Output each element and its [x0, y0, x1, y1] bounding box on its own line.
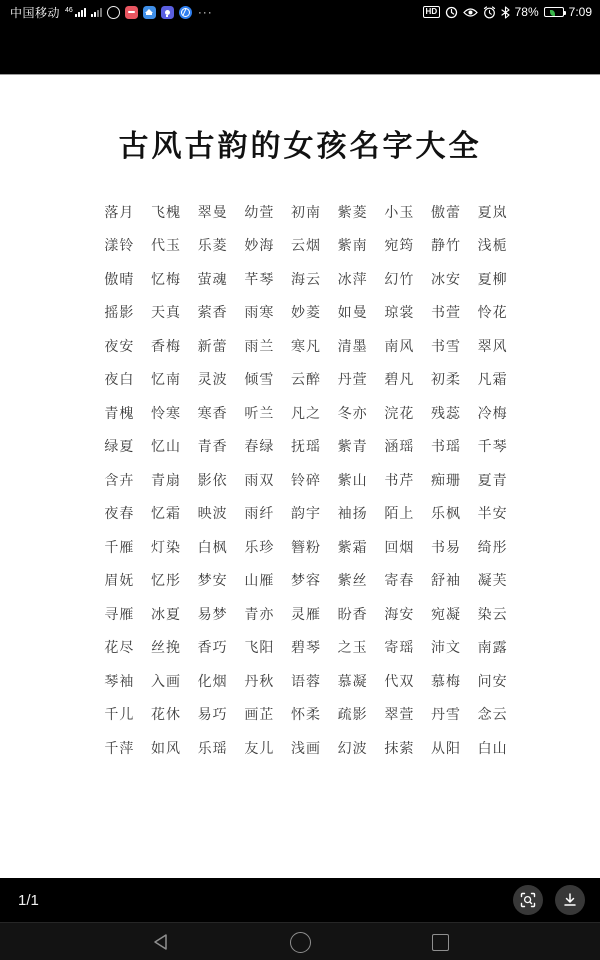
name-cell: 入画: [150, 673, 181, 690]
name-cell: 碧凡: [384, 372, 415, 389]
name-cell: 紫山: [337, 472, 368, 489]
name-cell: 慕梅: [430, 673, 461, 690]
name-cell: 幼萱: [244, 204, 275, 221]
status-bar-left: [10, 4, 213, 21]
hd-badge: HD: [423, 6, 440, 18]
name-cell: 翠曼: [197, 204, 228, 221]
name-cell: 寒凡: [290, 338, 321, 355]
name-cell: 听兰: [244, 405, 275, 422]
name-cell: 代双: [384, 673, 415, 690]
name-cell: 南露: [477, 640, 508, 657]
name-cell: 易巧: [197, 707, 228, 724]
name-cell: 语蓉: [290, 673, 321, 690]
name-cell: 海安: [384, 606, 415, 623]
status-bar-right: [423, 5, 592, 19]
browser-app-icon: [179, 6, 192, 19]
name-cell: 翠风: [477, 338, 508, 355]
name-cell: 丹秋: [244, 673, 275, 690]
name-cell: 友儿: [244, 740, 275, 757]
name-cell: 青亦: [244, 606, 275, 623]
name-cell: 紫菱: [337, 204, 368, 221]
name-cell: 夜安: [104, 338, 135, 355]
download-button[interactable]: [555, 885, 585, 915]
name-cell: 宛凝: [430, 606, 461, 623]
eye-protection-icon: [463, 7, 478, 18]
battery-icon: [544, 7, 564, 17]
name-cell: 萤魂: [197, 271, 228, 288]
name-cell: 青香: [197, 439, 228, 456]
name-cell: 如曼: [337, 305, 368, 322]
name-cell: 之玉: [337, 640, 368, 657]
name-cell: 乐珍: [244, 539, 275, 556]
name-cell: 冰萍: [337, 271, 368, 288]
name-cell: 易梦: [197, 606, 228, 623]
name-cell: 疏影: [337, 707, 368, 724]
name-cell: 寄瑶: [384, 640, 415, 657]
name-cell: 乐枫: [430, 506, 461, 523]
name-cell: 韵宇: [290, 506, 321, 523]
extract-text-button[interactable]: [513, 885, 543, 915]
name-cell: 冰夏: [150, 606, 181, 623]
name-cell: 雨双: [244, 472, 275, 489]
name-cell: 沛文: [430, 640, 461, 657]
name-cell: 花休: [150, 707, 181, 724]
name-cell: 碧琴: [290, 640, 321, 657]
name-cell: 袖扬: [337, 506, 368, 523]
bulb-app-icon: [161, 6, 174, 19]
name-cell: 夏柳: [477, 271, 508, 288]
bluetooth-icon: [501, 6, 510, 19]
name-cell: 妙菱: [290, 305, 321, 322]
name-cell: 梦容: [290, 573, 321, 590]
name-cell: 紫霜: [337, 539, 368, 556]
name-cell: 浣花: [384, 405, 415, 422]
nav-back-button[interactable]: [140, 923, 180, 960]
name-cell: 书萱: [430, 305, 461, 322]
education-app-icon: [143, 6, 156, 19]
name-cell: 从阳: [430, 740, 461, 757]
name-cell: 傲晴: [104, 271, 135, 288]
viewer-toolbar: [0, 878, 600, 922]
name-cell: 青槐: [104, 405, 135, 422]
name-cell: 眉妩: [104, 573, 135, 590]
name-cell: 乐瑶: [197, 740, 228, 757]
name-cell: 千萍: [104, 740, 135, 757]
name-cell: 清墨: [337, 338, 368, 355]
screen-time-icon: [445, 6, 458, 19]
name-cell: 花尽: [104, 640, 135, 657]
name-cell: 舒袖: [430, 573, 461, 590]
network-type-badge: 46: [65, 6, 73, 14]
name-cell: 夏岚: [477, 204, 508, 221]
name-cell: 初柔: [430, 372, 461, 389]
name-cell: 香梅: [150, 338, 181, 355]
name-cell: 冰安: [430, 271, 461, 288]
page-indicator: 1/1: [18, 891, 39, 909]
name-cell: 问安: [477, 673, 508, 690]
name-cell: 海云: [290, 271, 321, 288]
name-cell: 忆山: [150, 439, 181, 456]
name-cell: 灵波: [197, 372, 228, 389]
name-cell: 紫丝: [337, 573, 368, 590]
name-cell: 萦香: [197, 305, 228, 322]
sync-ring-icon: [107, 6, 120, 19]
name-cell: 宛筠: [384, 238, 415, 255]
name-cell: 天真: [150, 305, 181, 322]
name-cell: 忆霜: [150, 506, 181, 523]
name-cell: 白枫: [197, 539, 228, 556]
name-cell: 含卉: [104, 472, 135, 489]
name-cell: 乐菱: [197, 238, 228, 255]
home-circle-icon: [290, 932, 311, 953]
download-icon: [562, 892, 578, 908]
name-cell: 云烟: [290, 238, 321, 255]
name-cell: 书瑶: [430, 439, 461, 456]
name-cell: 青扇: [150, 472, 181, 489]
name-cell: 影依: [197, 472, 228, 489]
nav-home-button[interactable]: [280, 923, 320, 960]
name-cell: 抚瑶: [290, 439, 321, 456]
name-cell: 书芹: [384, 472, 415, 489]
name-cell: 映波: [197, 506, 228, 523]
clock-label: 7:09: [568, 5, 592, 19]
name-cell: 傲蕾: [430, 204, 461, 221]
name-cell: 春绿: [244, 439, 275, 456]
scan-ocr-icon: [520, 892, 536, 908]
name-cell: 冷梅: [477, 405, 508, 422]
signal-bars-icon-1: [75, 7, 86, 17]
name-cell: 念云: [477, 707, 508, 724]
name-cell: 梦安: [197, 573, 228, 590]
name-cell: 残蕊: [430, 405, 461, 422]
name-cell: 陌上: [384, 506, 415, 523]
name-cell: 静竹: [430, 238, 461, 255]
name-cell: 云醉: [290, 372, 321, 389]
name-cell: 飞阳: [244, 640, 275, 657]
name-cell: 雨纤: [244, 506, 275, 523]
name-cell: 千琴: [477, 439, 508, 456]
name-cell: 飞槐: [150, 204, 181, 221]
name-cell: 忆南: [150, 372, 181, 389]
name-cell: 幻波: [337, 740, 368, 757]
name-cell: 摇影: [104, 305, 135, 322]
name-cell: 化烟: [197, 673, 228, 690]
document-title: 古风古韵的女孩名字大全: [118, 129, 482, 164]
signal-bars-icon-2: [91, 7, 102, 17]
name-cell: 书易: [430, 539, 461, 556]
name-cell: 琴袖: [104, 673, 135, 690]
name-cell: 回烟: [384, 539, 415, 556]
name-cell: 盼香: [337, 606, 368, 623]
nav-recents-button[interactable]: [420, 923, 460, 960]
name-cell: 浅栀: [477, 238, 508, 255]
name-cell: 半安: [477, 506, 508, 523]
name-cell: 丹萱: [337, 372, 368, 389]
name-cell: 灵雁: [290, 606, 321, 623]
name-cell: 怀柔: [290, 707, 321, 724]
name-cell: 抹萦: [384, 740, 415, 757]
name-cell: 凡之: [290, 405, 321, 422]
document-page[interactable]: [0, 74, 600, 878]
name-cell: 如风: [150, 740, 181, 757]
name-cell: 夜白: [104, 372, 135, 389]
name-cell: 书雪: [430, 338, 461, 355]
name-cell: 代玉: [150, 238, 181, 255]
name-cell: 幻竹: [384, 271, 415, 288]
status-bar: [0, 0, 600, 24]
carrier-label: 中国移动: [10, 5, 61, 20]
name-cell: 小玉: [384, 204, 415, 221]
name-cell: 忆彤: [150, 573, 181, 590]
name-cell: 簪粉: [290, 539, 321, 556]
name-cell: 翠萱: [384, 707, 415, 724]
names-grid: [96, 195, 516, 765]
name-cell: 夏青: [477, 472, 508, 489]
name-cell: 铃碎: [290, 472, 321, 489]
name-cell: 白山: [477, 740, 508, 757]
name-cell: 绿夏: [104, 439, 135, 456]
name-cell: 夜春: [104, 506, 135, 523]
name-cell: 寒香: [197, 405, 228, 422]
name-cell: 初南: [290, 204, 321, 221]
name-cell: 怜寒: [150, 405, 181, 422]
name-cell: 紫南: [337, 238, 368, 255]
name-cell: 丝挽: [150, 640, 181, 657]
more-notifications-icon: ···: [197, 5, 213, 19]
name-cell: 倾雪: [244, 372, 275, 389]
name-cell: 新蕾: [197, 338, 228, 355]
name-cell: 凝芙: [477, 573, 508, 590]
name-cell: 绮彤: [477, 539, 508, 556]
battery-percent-label: 78%: [514, 5, 539, 19]
name-cell: 千雁: [104, 539, 135, 556]
back-triangle-icon: [152, 933, 168, 951]
name-cell: 山雁: [244, 573, 275, 590]
name-cell: 琼裳: [384, 305, 415, 322]
name-cell: 画芷: [244, 707, 275, 724]
name-cell: 漾铃: [104, 238, 135, 255]
name-cell: 染云: [477, 606, 508, 623]
name-cell: 冬亦: [337, 405, 368, 422]
name-cell: 寻雁: [104, 606, 135, 623]
name-cell: 寄春: [384, 573, 415, 590]
notification-app-icon-red: [125, 6, 138, 19]
name-cell: 凡霜: [477, 372, 508, 389]
name-cell: 浅画: [290, 740, 321, 757]
recents-square-icon: [432, 934, 449, 951]
name-cell: 千儿: [104, 707, 135, 724]
name-cell: 雨兰: [244, 338, 275, 355]
android-nav-bar: [0, 922, 600, 960]
name-cell: 怜花: [477, 305, 508, 322]
name-cell: 妙海: [244, 238, 275, 255]
power-save-leaf-icon: [550, 10, 555, 16]
name-cell: 芊琴: [244, 271, 275, 288]
name-cell: 南风: [384, 338, 415, 355]
name-cell: 慕凝: [337, 673, 368, 690]
name-cell: 忆梅: [150, 271, 181, 288]
alarm-icon: [483, 6, 496, 19]
name-cell: 紫青: [337, 439, 368, 456]
name-cell: 痴珊: [430, 472, 461, 489]
name-cell: 雨寒: [244, 305, 275, 322]
name-cell: 灯染: [150, 539, 181, 556]
name-cell: 丹雪: [430, 707, 461, 724]
name-cell: 涵瑶: [384, 439, 415, 456]
name-cell: 香巧: [197, 640, 228, 657]
name-cell: 落月: [104, 204, 135, 221]
